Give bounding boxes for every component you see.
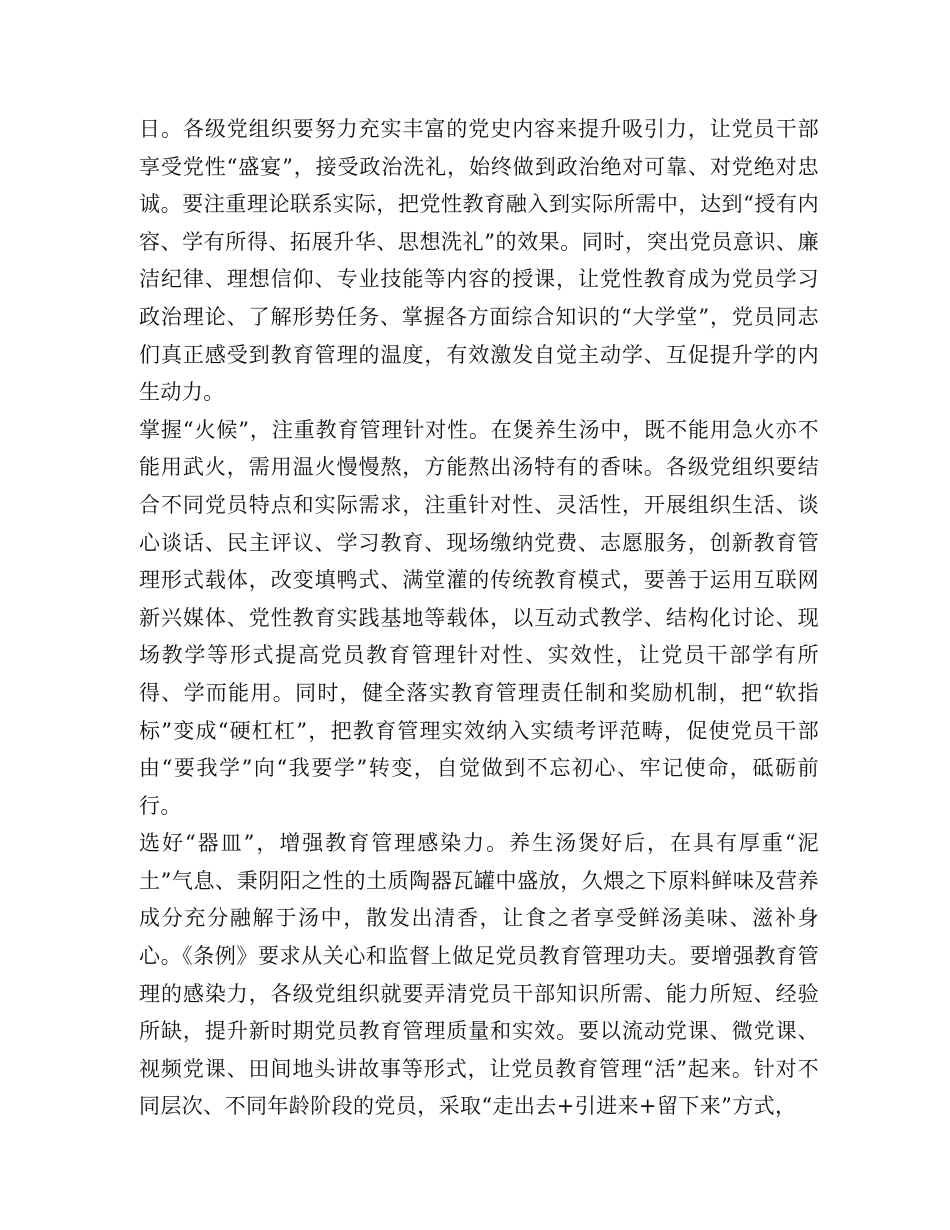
paragraph-3: 选好“器皿”，增强教育管理感染力。养生汤煲好后，在具有厚重“泥土”气息、秉阴阳之性的土质陶器瓦罐中盛放，久煨之下原料鲜味及营养成分充分融解于汤中，散发出清香，让食之者享受鲜汤美味、滋补身心。《条例》要求从关心和监督上做足党员教育管理功夫。要增强教育管理的感染力，各级党组织就要弄清党员干部知识所需、能力所短、经验所缺，提升新时期党员教育管理质量和实效。要以流动党课、微党课、视频党课、田间地头讲故事等形式，让党员教育管理“活”起来。针对不同层次、不同年龄阶段的党员，采取“走出去+引进来+留下来”方式， bbox=[139, 831, 819, 1119]
paragraph-1: 日。各级党组织要努力充实丰富的党史内容来提升吸引力，让党员干部享受党性“盛宴”，接受政治洗礼，始终做到政治绝对可靠、对党绝对忠诚。要注重理论联系实际，把党性教育融入到实际所需中，达到“授有内容、学有所得、拓展升华、思想洗礼”的效果。同时，突出党员意识、廉洁纪律、理想信仰、专业技能等内容的授课，让党性教育成为党员学习政治理论、了解形势任务、掌握各方面综合知识的“大学堂”，党员同志们真正感受到教育管理的温度，有效激发自觉主动学、互促提升学的内生动力。 bbox=[139, 117, 819, 405]
document-body bbox=[139, 111, 819, 1126]
paragraph-2: 掌握“火候”，注重教育管理针对性。在煲养生汤中，既不能用急火亦不能用武火，需用温火慢慢熬，方能熬出汤特有的香味。各级党组织要结合不同党员特点和实际需求，注重针对性、灵活性，开展组织生活、谈心谈话、民主评议、学习教育、现场缴纳党费、志愿服务，创新教育管理形式载体，改变填鸭式、满堂灌的传统教育模式，要善于运用互联网新兴媒体、党性教育实践基地等载体，以互动式教学、结构化讨论、现场教学等形式提高党员教育管理针对性、实效性，让党员干部学有所得、学而能用。同时，健全落实教育管理责任制和奖励机制，把“软指标”变成“硬杠杠”，把教育管理实效纳入实绩考评范畴，促使党员干部由“要我学”向“我要学”转变，自觉做到不忘初心、牢记使命，砥砺前行。 bbox=[139, 417, 819, 818]
